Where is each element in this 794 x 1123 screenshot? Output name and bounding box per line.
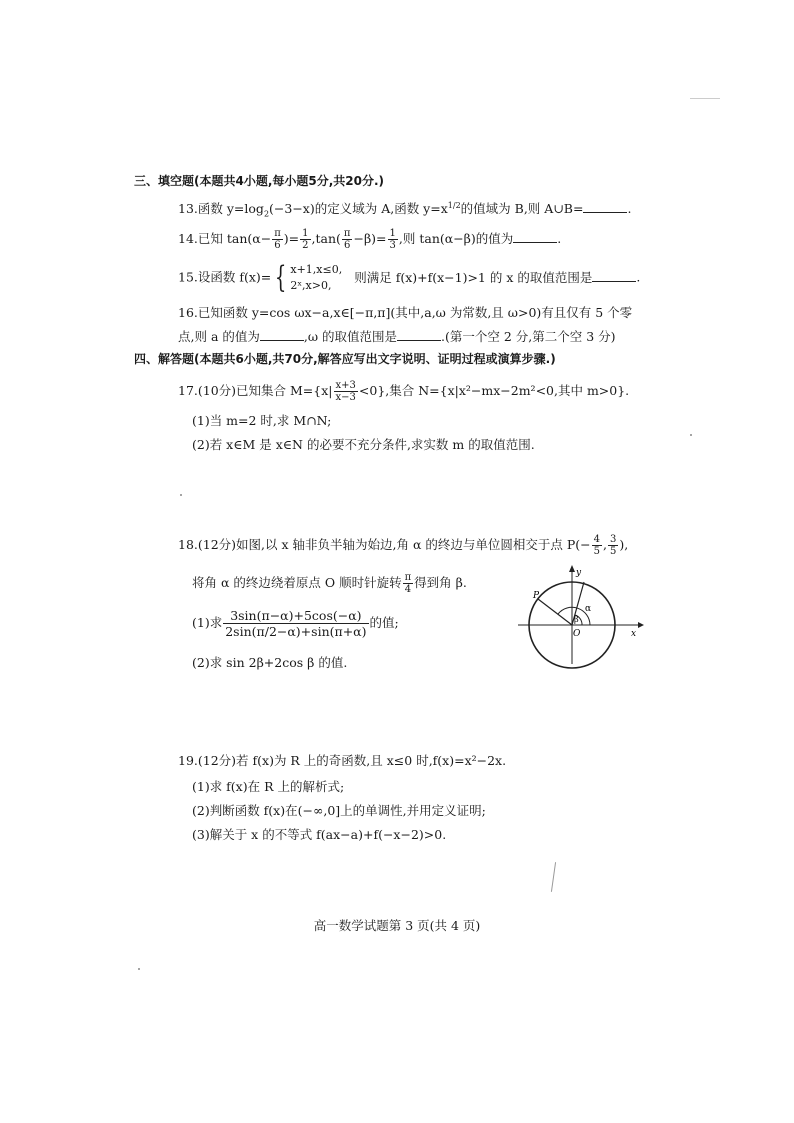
question-17-part-1: (1)当 m=2 时,求 M∩N; — [192, 413, 332, 428]
q18-line-2-b: 得到角 β. — [414, 575, 467, 590]
question-13: 13.函数 $y=\log_2(-3-x)$的定义域为 A,函数 $y=x^{1/2}$的值域为 B,则 A∪B= . — [178, 201, 632, 219]
q15-case-1: x+1,x≤0, — [290, 263, 343, 276]
q18-rot-frac: $\frac{\pi}{4}$ — [404, 572, 412, 595]
beta-label: β — [574, 615, 579, 624]
question-18-part-1 — [192, 608, 399, 639]
question-18-line-2 — [192, 572, 467, 595]
q17-stem-a: 17.(10分)已知集合 M={x| — [178, 383, 333, 398]
q17-stem-b: <0},集合 N={x|x²−mx−2m²<0,其中 m>0}. — [358, 383, 630, 398]
q16-line-2-c: .(第一个空 2 分,第二个空 3 分) — [441, 329, 616, 344]
q14-number: 14. — [178, 231, 198, 246]
origin-label: O — [573, 629, 581, 639]
q14-frac-pi6: $\frac{\pi}{6}$ — [274, 228, 281, 251]
page-footer: 高一数学试题第 3 页(共 4 页) — [313, 918, 481, 933]
question-19-part-2: (2)判断函数 f(x)在(−∞,0]上的单调性,并用定义证明; — [192, 803, 486, 818]
q13-text-c: 的值域为 B,则 A∪B= — [460, 201, 584, 217]
q16-answer-blank-a[interactable] — [260, 328, 304, 341]
q18-line-2-a: 将角 α 的终边绕着原点 O 顺时针旋转 — [192, 575, 402, 590]
question-19-part-1: (1)求 f(x)在 R 上的解析式; — [192, 779, 345, 794]
section-4-heading: 四、解答题(本题共6小题,共70分,解答应写出文字说明、证明过程或演算步骤.) — [134, 352, 556, 366]
q13-exp-num: 1 — [447, 201, 453, 210]
q13-text-b: (−3−x)的定义域为 A,函数 y=x — [269, 201, 448, 217]
scan-streak — [690, 98, 720, 99]
q16-line-2-a: 点,则 a 的值为 — [178, 329, 260, 344]
q17-frac: $\frac{x+3}{x-3}$ — [335, 380, 356, 403]
q13-number: 13. — [178, 201, 198, 217]
question-18-stem — [178, 534, 628, 557]
q18-stem-sep: , — [602, 537, 607, 552]
q18-part-1-end: 的值; — [369, 615, 399, 630]
q14-text-c: ,tan( — [311, 231, 341, 246]
q14-text-e: ,则 tan(α−β)的值为 — [398, 231, 514, 246]
q13-answer-blank[interactable] — [583, 200, 627, 213]
q16-line-1-text: 已知函数 y=cos ωx−a,x∈[−π,π](其中,a,ω 为常数,且 ω>0)有且仅有 5 个零 — [197, 305, 633, 320]
q15-end: . — [636, 269, 641, 285]
scan-speck — [180, 494, 182, 496]
question-19-stem: 19.(12分)若 f(x)为 R 上的奇函数,且 x≤0 时,f(x)=x²−2x. — [178, 753, 507, 768]
x-axis-arrow — [638, 622, 644, 628]
q16-answer-blank-w[interactable] — [397, 328, 441, 341]
q14-frac-pi6-b: $\frac{\pi}{6}$ — [343, 228, 351, 251]
question-17-stem — [178, 380, 629, 403]
y-axis-label: y — [576, 568, 582, 578]
y-axis-arrow — [569, 565, 575, 572]
question-17-part-2: (2)若 x∈M 是 x∈N 的必要不充分条件,求实数 m 的取值范围. — [192, 437, 535, 452]
q18-stem-a: 18.(12分)如图,以 x 轴非负半轴为始边,角 α 的终边与单位圆相交于点 P(− — [178, 537, 591, 552]
q13-end: . — [627, 201, 632, 217]
q14-answer-blank[interactable] — [513, 230, 557, 243]
q15-text-b: 则满足 f(x)+f(x−1)>1 的 x 的取值范围是 — [354, 269, 593, 285]
scan-speck — [138, 968, 140, 970]
q14-text-b: )= — [283, 231, 300, 246]
scan-streak — [551, 862, 556, 892]
q15-cases — [290, 262, 342, 294]
q15-text-a: 设函数 f(x)= — [197, 269, 272, 285]
q15-number: 15. — [178, 269, 198, 285]
question-15 — [178, 262, 640, 294]
q13-text-a: 函数 y=log — [197, 201, 264, 217]
terminal-side-alpha — [538, 599, 572, 625]
q14-frac-half: $\frac{1}{2}$ — [302, 228, 309, 251]
q14-text-d: −β)= — [353, 231, 387, 246]
q16-number: 16. — [178, 305, 198, 320]
q18-part-1-label: (1)求 — [192, 615, 223, 630]
question-16-line-1 — [178, 304, 632, 322]
q14-end: . — [557, 231, 562, 246]
q15-answer-blank[interactable] — [592, 269, 636, 282]
q18-stem-b: ), — [619, 537, 629, 552]
q18-p-y: $\frac{3}{5}$ — [609, 534, 617, 557]
q18-part-1-frac: $\frac{3\sin(\pi-\alpha)+5\cos(-\alpha)}{2\sin(\pi/2-\alpha)+\sin(\pi+\alpha)}$ — [225, 608, 367, 639]
question-16-line-2 — [178, 328, 616, 346]
question-18-part-2: (2)求 sin 2β+2cos β 的值. — [192, 655, 348, 670]
q14-text-a: 已知 tan(α− — [197, 231, 272, 246]
q18-p-x: $\frac{4}{5}$ — [593, 534, 600, 557]
q16-line-2-b: ,ω 的取值范围是 — [303, 329, 398, 344]
question-14 — [178, 228, 561, 251]
point-p-label: P — [533, 591, 540, 601]
q14-frac-third: $\frac{1}{3}$ — [389, 228, 396, 251]
q15-brace: { — [275, 260, 287, 295]
q13-exp-den: 2 — [455, 201, 461, 210]
section-3-heading: 三、填空题(本题共4小题,每小题5分,共20分.) — [134, 174, 385, 188]
q13-log-base: 2 — [263, 209, 270, 219]
q15-case-2: 2ˣ,x>0, — [290, 279, 332, 292]
scan-speck — [690, 434, 692, 436]
x-axis-label: x — [631, 629, 637, 639]
question-19-part-3: (3)解关于 x 的不等式 f(ax−a)+f(−x−2)>0. — [192, 827, 447, 842]
unit-circle-figure — [514, 560, 644, 670]
alpha-label: α — [585, 604, 592, 614]
